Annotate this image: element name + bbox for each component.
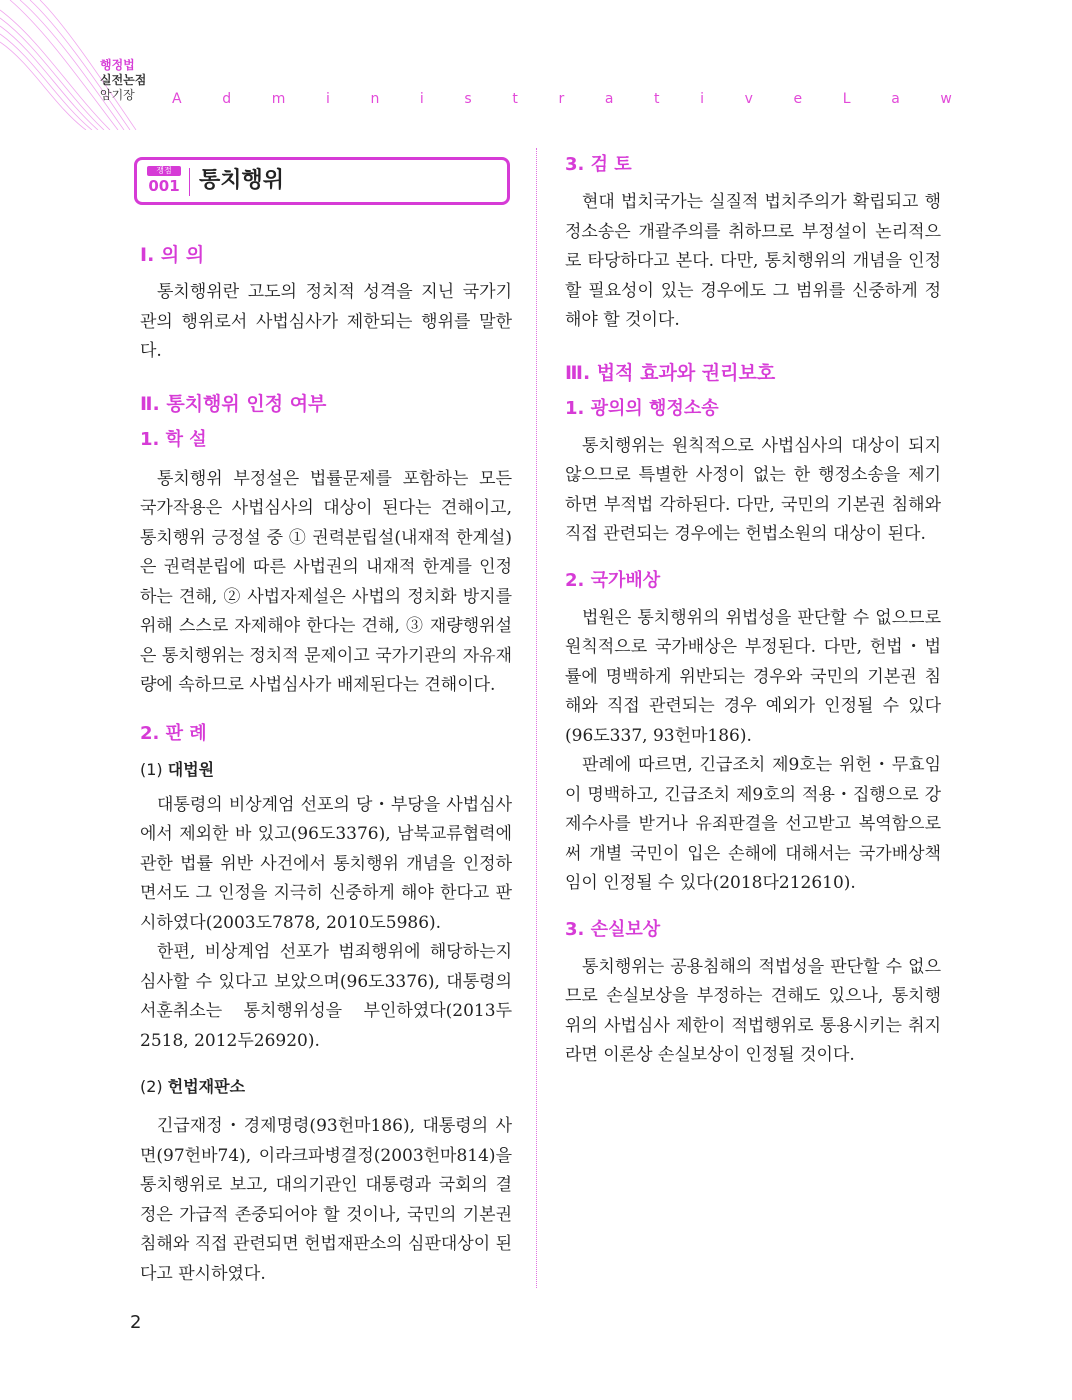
header-letter: d — [222, 91, 232, 107]
header-letter: i — [419, 91, 424, 107]
subsubheading-constitutional-court — [140, 1072, 512, 1102]
header-letter: n — [370, 91, 380, 107]
subsubheading-number: (2) — [140, 1077, 168, 1096]
paragraph-state-compensation-1: 법원은 통치행위의 위법성을 판단할 수 없으므로 원칙적으로 국가배상은 부정된다. 다만, 헌법・법률에 명백하게 위반되는 경우와 국민의 기본권 침해와 직접 관련되는 경우 예외가 인정될 수 있다(96도337, 93헌마186). — [565, 607, 941, 746]
paragraph-review: 현대 법치국가는 실질적 법치주의가 확립되고 행정소송은 개괄주의를 취하므로 부정설이 논리적으로 타당하다고 본다. 다만, 통치행위의 개념을 인정할 필요성이 있는 경우에도 그 범위를 신중하게 정해야 할 것이다. — [565, 192, 941, 330]
subheading-loss-compensation: 3. 손실보상 — [565, 918, 661, 940]
book-brand — [100, 58, 146, 103]
paragraph-definition: 통치행위란 고도의 정치적 성격을 지닌 국가기관의 행위로서 사법심사가 제한되는 행위를 말한다. — [140, 282, 512, 361]
header-letter: t — [512, 91, 518, 107]
page-number: 2 — [130, 1312, 142, 1333]
subsubheading-number: (1) — [140, 759, 168, 779]
header-letter: r — [558, 91, 565, 107]
header-letter: i — [325, 91, 330, 107]
subheading-administrative-litigation: 1. 광의의 행정소송 — [565, 397, 719, 419]
right-column — [565, 150, 941, 1071]
header-letter: v — [744, 91, 753, 107]
topic-badge — [147, 166, 181, 196]
subheading-review: 3. 검 토 — [565, 154, 632, 175]
header-letter: A — [172, 91, 182, 107]
header-letter: e — [793, 91, 803, 107]
paragraph-state-compensation-2: 판례에 따르면, 긴급조치 제9호는 위헌・무효임이 명백하고, 긴급조치 제9호의 적용・집행으로 강제수사를 받거나 유죄판결을 선고받고 복역함으로써 개별 국민이 입은 손해에 대해서는 국가배상책임이 인정될 수 있다(2018다212610). — [565, 755, 941, 893]
section-heading-significance: Ⅰ. 의 의 — [140, 244, 205, 266]
header-letter: s — [464, 91, 472, 107]
header-letter: m — [271, 91, 286, 107]
subheading-precedents: 2. 판 례 — [140, 722, 207, 744]
topic-title-box — [134, 157, 510, 205]
header-letter: L — [842, 91, 851, 107]
left-column — [140, 240, 512, 1289]
paragraph-administrative-litigation: 통치행위는 원칙적으로 사법심사의 대상이 되지 않으므로 특별한 사정이 없는 한 행정소송을 제기하면 부적법 각하된다. 다만, 국민의 기본권 침해와 직접 관련되는 경우에는 헌법소원의 대상이 된다. — [565, 435, 941, 544]
brand-series: 실전논점 — [100, 73, 147, 87]
paragraph-constitutional-court: 긴급재정・경제명령(93헌마186), 대통령의 사면(97헌바74), 이라크파병결정(2003헌마814)을 통치행위로 보고, 대의기관인 대통령과 국회의 결정은 가급적 존중되어야 할 것이나, 국민의 기본권침해와 직접 관련되면 헌법재판소의 심판대상이 된다고 판시하였다. — [140, 1116, 512, 1284]
brand-subject: 행정법 — [100, 58, 135, 72]
paragraph-theories: 통치행위 부정설은 법률문제를 포함하는 모든 국가작용은 사법심사의 대상이 된다는 견해이고, 통치행위 긍정설 중 ① 권력분립설(내재적 한계설)은 권력분립에 따른 사법권의 내재적 한계를 인정하는 견해, ② 사법자제설은 사법의 정치화 방지를 위해 스스로 자제해야 한다는 견해, ③ 재량행위설은 통치행위는 정치적 문제이고 국가기관의 자유재량에 속하므로 사법심사가 배제된다는 견해이다. — [140, 468, 512, 695]
subheading-theories: 1. 학 설 — [140, 428, 207, 450]
section-heading-legal-effect: Ⅲ. 법적 효과와 권리보호 — [565, 361, 776, 384]
header-letter: i — [700, 91, 705, 107]
paragraph-supreme-court-1: 대통령의 비상계엄 선포의 당・부당을 사법심사에서 제외한 바 있고(96도3376), 남북교류협력에 관한 법률 위반 사건에서 통치행위 개념을 인정하면서도 그 인정을 지극히 신중하게 해야 한다고 판시하였다(2003도7878, 2010도5986). — [140, 794, 512, 933]
paragraph-loss-compensation: 통치행위는 공용침해의 적법성을 판단할 수 없으므로 손실보상을 부정하는 견해도 있으나, 통치행위의 사법심사 제한이 적법행위로 통용시키는 취지라면 이론상 손실보상이 인정될 것이다. — [565, 956, 941, 1065]
column-divider — [536, 148, 537, 1288]
subsubheading-label: 헌법재판소 — [167, 1077, 246, 1096]
subsubheading-supreme-court — [140, 755, 512, 785]
topic-divider — [189, 168, 190, 196]
section-heading-recognition: Ⅱ. 통치행위 인정 여부 — [140, 392, 327, 415]
header-letter: a — [604, 91, 614, 107]
subheading-state-compensation: 2. 국가배상 — [565, 569, 661, 591]
topic-number: 001 — [148, 177, 180, 195]
header-letter: a — [891, 91, 900, 107]
brand-type: 암기장 — [100, 88, 135, 102]
paragraph-supreme-court-2: 한편, 비상계엄 선포가 범죄행위에 해당하는지 심사할 수 있다고 보았으며(96도3376), 대통령의 서훈취소는 통치행위성을 부인하였다(2013두2518, 2012두26920). — [140, 942, 512, 1051]
header-letter: w — [940, 91, 952, 107]
topic-title: 통치행위 — [199, 168, 285, 193]
header-spaced-letters — [172, 91, 952, 107]
subsubheading-label: 대법원 — [167, 759, 215, 779]
topic-badge-label: 쟁점 — [147, 166, 181, 176]
header-letter: t — [654, 91, 660, 107]
